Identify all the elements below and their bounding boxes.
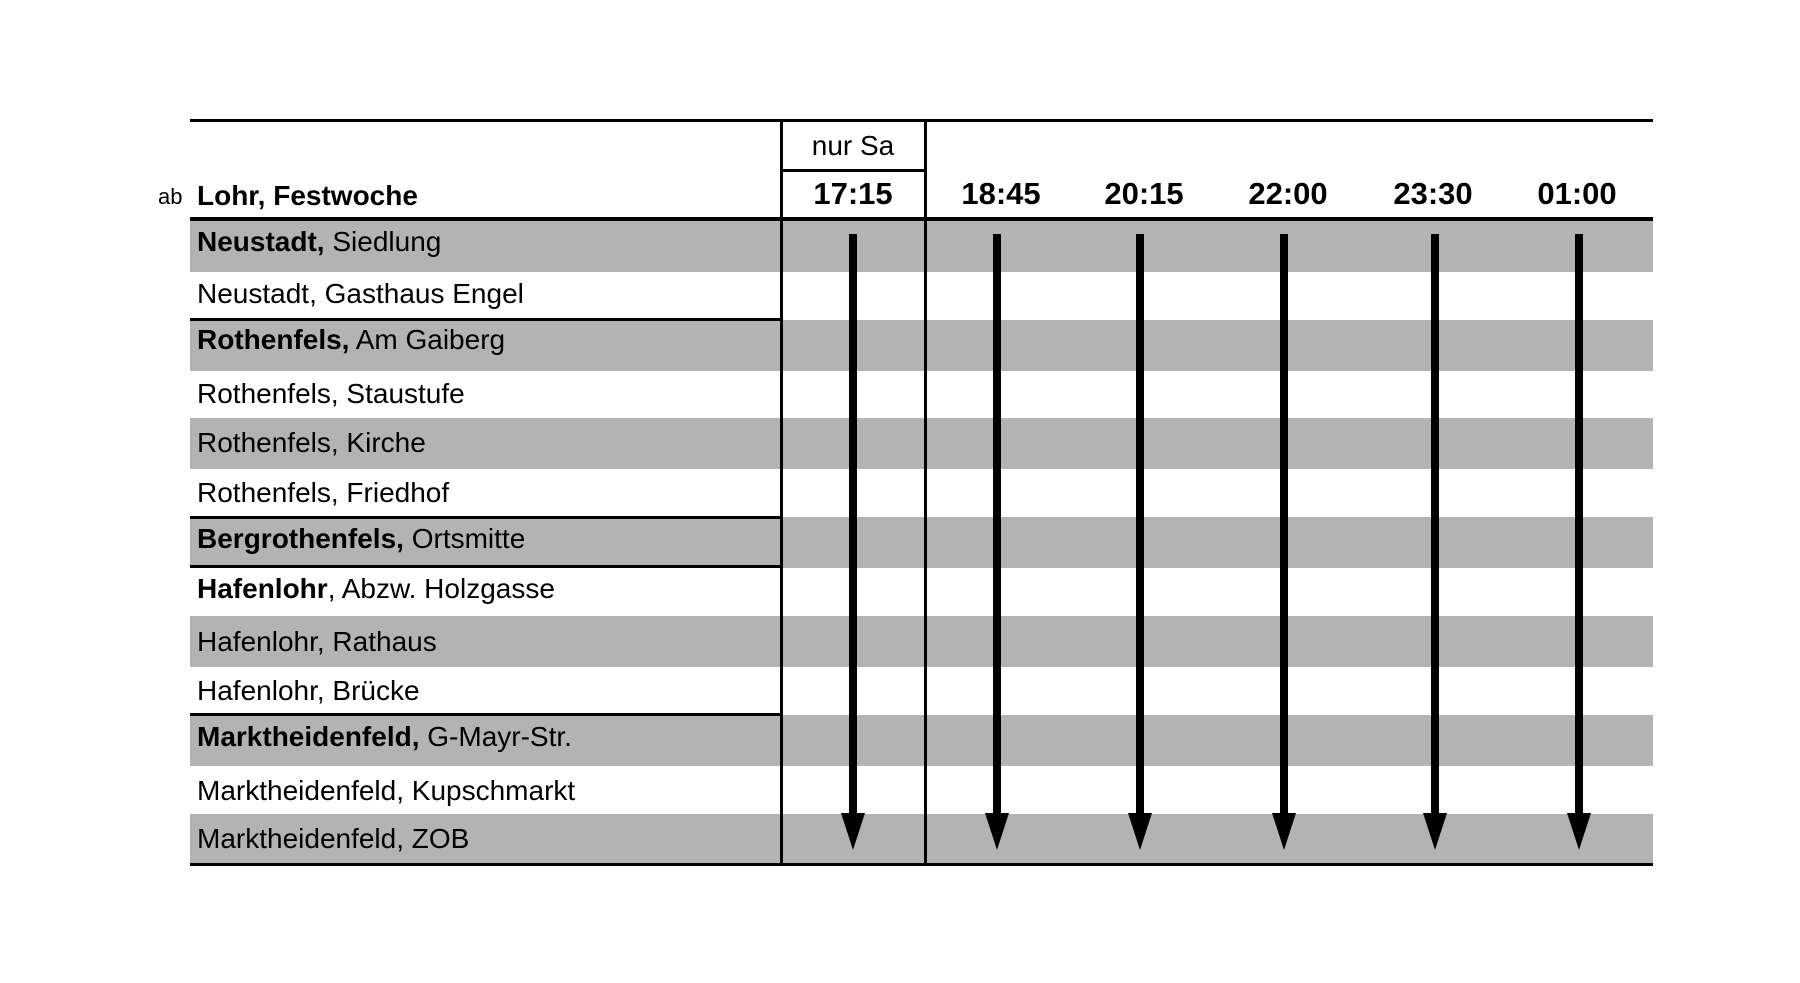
- departure-time: 18:45: [961, 176, 1041, 211]
- origin-stop: Lohr, Festwoche: [197, 180, 418, 211]
- stop-place: Marktheidenfeld,: [197, 721, 420, 752]
- stop-place: Neustadt,: [197, 226, 325, 257]
- stop-name: Marktheidenfeld, Kupschmarkt: [197, 775, 576, 806]
- down-arrow-icon: [1567, 234, 1591, 850]
- stop-name: Hafenlohr, Brücke: [197, 675, 420, 706]
- down-arrow-icon: [1423, 234, 1447, 850]
- stop-place: Hafenlohr: [197, 573, 328, 604]
- departure-time: 23:30: [1393, 176, 1473, 211]
- departure-time: 17:15: [813, 176, 893, 211]
- stop-place: Bergrothenfels,: [197, 523, 404, 554]
- stop-place: Rothenfels,: [197, 324, 350, 355]
- down-arrow-icon: [841, 234, 865, 850]
- stop-name: Rothenfels, Friedhof: [197, 477, 450, 508]
- stop-name: Rothenfels, Kirche: [197, 427, 426, 458]
- down-arrow-icon: [1128, 234, 1152, 850]
- down-arrow-icon: [985, 234, 1009, 850]
- stop-name: Ortsmitte: [403, 523, 526, 554]
- stop-name: Am Gaiberg: [349, 324, 506, 355]
- departure-time: 01:00: [1537, 176, 1617, 211]
- stop-name: Marktheidenfeld, ZOB: [197, 823, 470, 854]
- stop-name: Hafenlohr, Rathaus: [197, 626, 437, 657]
- departure-prefix: ab: [158, 184, 183, 209]
- departure-time: 20:15: [1104, 176, 1184, 211]
- stop-name: Rothenfels, Staustufe: [197, 378, 465, 409]
- departure-time: 22:00: [1248, 176, 1328, 211]
- stop-name: , Abzw. Holzgasse: [327, 573, 555, 604]
- stop-name: Siedlung: [324, 226, 442, 257]
- down-arrow-icon: [1272, 234, 1296, 850]
- stop-name: G-Mayr-Str.: [419, 721, 572, 752]
- stop-name: Neustadt, Gasthaus Engel: [197, 278, 524, 309]
- saturday-only-note: nur Sa: [811, 130, 895, 161]
